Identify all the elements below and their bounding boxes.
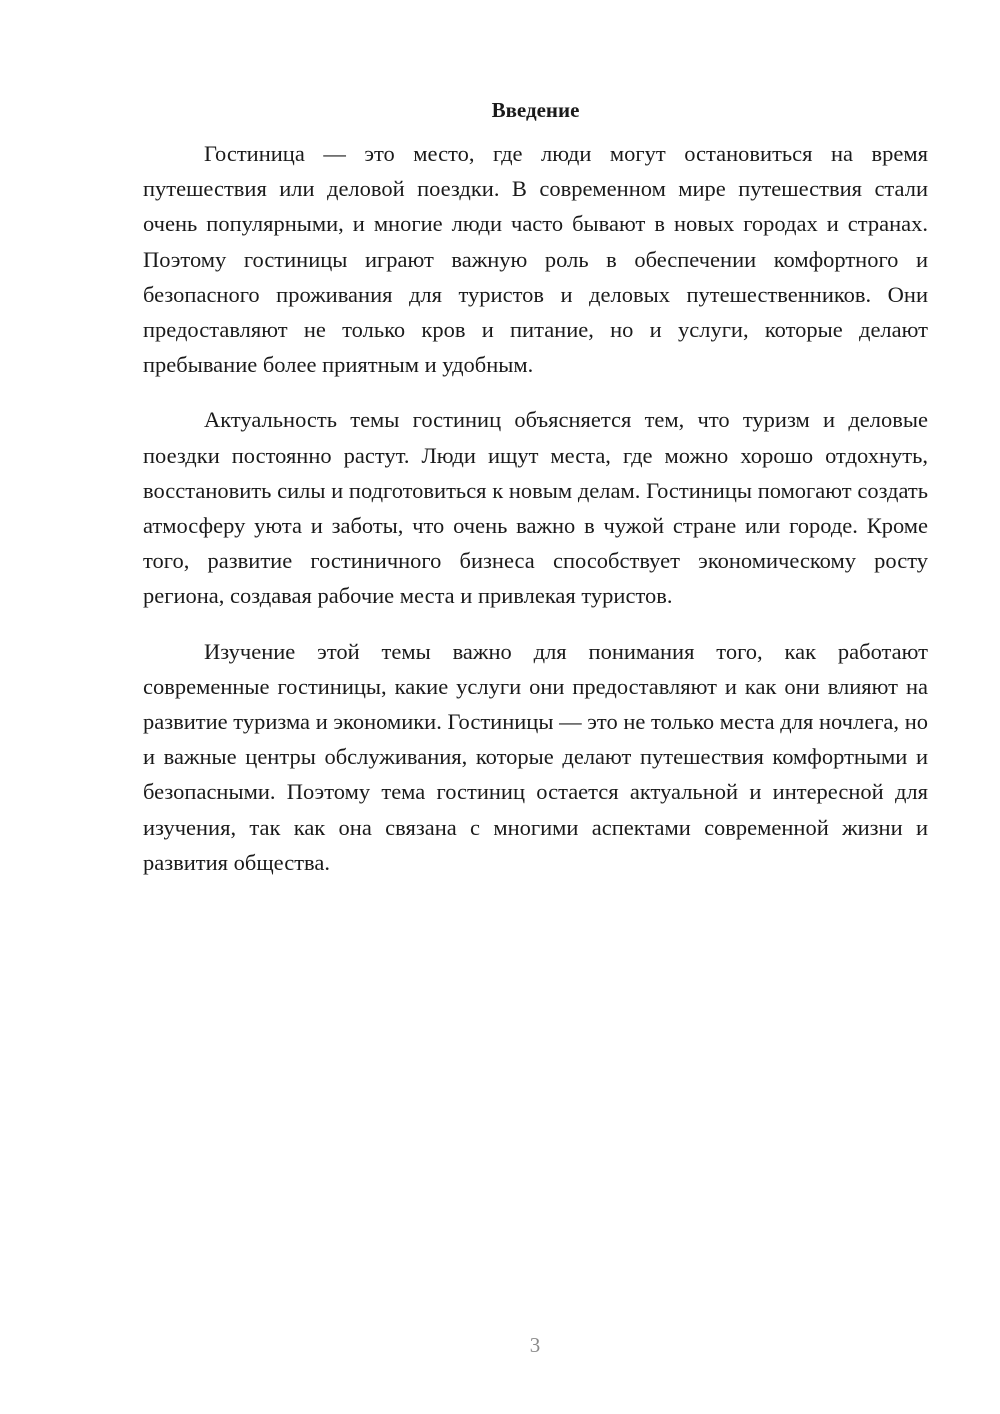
paragraph-2: Актуальность темы гостиниц объясняется тем, что туризм и деловые поездки постоянно растут. Люди ищут места, где можно хорошо отдохнуть, восстановить силы и подготовиться к новым делам. Гостиницы помогают создать атмосферу уюта и заботы, что очень важно в чужой стране или городе. Кроме того, развитие гостиничного бизнеса способствует экономическому росту региона, создавая рабочие места и привлекая туристов. [143,407,928,609]
page-number: 3 [529,1333,541,1357]
section-title: Введение [491,98,580,122]
paragraph-3: Изучение этой темы важно для понимания того, как работают современные гостиницы, какие услуги они предоставляют и как они влияют на развитие туризма и экономики. Гостиницы — это не только места для ночлега, но и важные центры обслуживания, которые делают путешествия комфортными и безопасными. Поэтому тема гостиниц остается актуальной и интересной для изучения, так как она связана с многими аспектами современной жизни и развития общества. [143,638,928,875]
paragraph-1: Гостиница — это место, где люди могут остановиться на время путешествия или деловой поездки. В современном мире путешествия стали очень популярными, и многие люди часто бывают в новых городах и странах. Поэтому гостиницы играют важную роль в обеспечении комфортного и безопасного проживания для туристов и деловых путешественников. Они предоставляют не только кров и питание, но и услуги, которые делают пребывание более приятным и удобным. [143,141,928,378]
page-content [143,96,928,900]
